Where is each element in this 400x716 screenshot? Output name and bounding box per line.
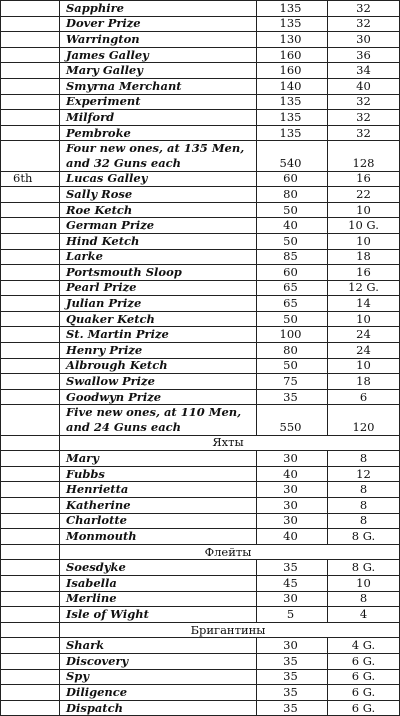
men-count-cell: 5 xyxy=(257,607,328,623)
rank-cell xyxy=(1,78,60,94)
guns-count-cell: 10 G. xyxy=(328,218,400,234)
section-title: Яхты xyxy=(60,435,400,451)
ship-row xyxy=(1,498,400,514)
men-count-cell: 35 xyxy=(257,389,328,405)
ship-name-cell: Henrietta xyxy=(60,482,257,498)
ship-row xyxy=(1,47,400,63)
rank-cell xyxy=(1,544,60,560)
men-count-cell: 50 xyxy=(257,202,328,218)
ship-name-cell: Dispatch xyxy=(60,700,257,716)
ship-name-cell: Monmouth xyxy=(60,529,257,545)
ship-row xyxy=(1,560,400,576)
ship-row xyxy=(1,249,400,265)
guns-count-cell: 10 xyxy=(328,233,400,249)
men-count-cell: 40 xyxy=(257,529,328,545)
ship-row xyxy=(1,374,400,390)
rank-cell xyxy=(1,327,60,343)
rank-cell xyxy=(1,591,60,607)
ship-row xyxy=(1,358,400,374)
ship-list-body xyxy=(1,1,400,716)
men-count-cell: 140 xyxy=(257,78,328,94)
men-count-cell: 80 xyxy=(257,187,328,203)
ship-name-cell: Discovery xyxy=(60,653,257,669)
rank-cell xyxy=(1,218,60,234)
ship-row xyxy=(1,265,400,281)
guns-count-cell: 32 xyxy=(328,16,400,32)
guns-count-cell: 14 xyxy=(328,296,400,312)
guns-count-cell: 4 G. xyxy=(328,638,400,654)
rank-cell xyxy=(1,202,60,218)
ship-row xyxy=(1,343,400,359)
ship-name-cell: Charlotte xyxy=(60,513,257,529)
guns-count-cell: 8 xyxy=(328,591,400,607)
rank-cell xyxy=(1,700,60,716)
ship-row xyxy=(1,233,400,249)
guns-count-cell: 18 xyxy=(328,249,400,265)
rank-cell xyxy=(1,451,60,467)
men-count-cell: 30 xyxy=(257,482,328,498)
guns-count-cell: 32 xyxy=(328,94,400,110)
ship-name-cell: Lucas Galley xyxy=(60,171,257,187)
guns-count-cell: 12 xyxy=(328,466,400,482)
ship-name-cell: Soesdyke xyxy=(60,560,257,576)
ship-name-cell: Sally Rose xyxy=(60,187,257,203)
ship-row xyxy=(1,311,400,327)
ship-name-cell: Hind Ketch xyxy=(60,233,257,249)
rank-cell xyxy=(1,16,60,32)
ship-name-cell: Experiment xyxy=(60,94,257,110)
ship-name-cell: Albrough Ketch xyxy=(60,358,257,374)
rank-cell xyxy=(1,296,60,312)
ship-name-cell: Four new ones, at 135 Men, and 32 Guns each xyxy=(60,141,257,171)
section-title: Бригантины xyxy=(60,622,400,638)
rank-cell xyxy=(1,63,60,79)
rank-cell xyxy=(1,1,60,17)
ship-row xyxy=(1,296,400,312)
ship-name-cell: Pembroke xyxy=(60,125,257,141)
ship-row xyxy=(1,171,400,187)
rank-cell xyxy=(1,435,60,451)
ship-row xyxy=(1,685,400,701)
men-count-cell: 35 xyxy=(257,685,328,701)
section-header-row xyxy=(1,435,400,451)
rank-cell xyxy=(1,125,60,141)
ship-row xyxy=(1,700,400,716)
men-count-cell: 30 xyxy=(257,498,328,514)
rank-cell xyxy=(1,669,60,685)
guns-count-cell: 6 G. xyxy=(328,653,400,669)
ship-row xyxy=(1,327,400,343)
ship-name-cell: Quaker Ketch xyxy=(60,311,257,327)
rank-cell xyxy=(1,233,60,249)
men-count-cell: 135 xyxy=(257,94,328,110)
guns-count-cell: 30 xyxy=(328,32,400,48)
rank-cell xyxy=(1,374,60,390)
ship-row xyxy=(1,218,400,234)
ship-name-cell: German Prize xyxy=(60,218,257,234)
guns-count-cell: 6 G. xyxy=(328,669,400,685)
men-count-cell: 160 xyxy=(257,63,328,79)
rank-cell xyxy=(1,249,60,265)
men-count-cell: 75 xyxy=(257,374,328,390)
ship-name-cell: Shark xyxy=(60,638,257,654)
ship-name-cell: Merline xyxy=(60,591,257,607)
ship-name-cell: Dover Prize xyxy=(60,16,257,32)
rank-cell xyxy=(1,32,60,48)
ship-name-cell: Roe Ketch xyxy=(60,202,257,218)
ship-row xyxy=(1,32,400,48)
guns-count-cell: 24 xyxy=(328,343,400,359)
ship-row xyxy=(1,482,400,498)
men-count-cell: 540 xyxy=(257,141,328,171)
ship-name-cell: Larke xyxy=(60,249,257,265)
men-count-cell: 135 xyxy=(257,1,328,17)
men-count-cell: 30 xyxy=(257,591,328,607)
ship-name-cell: Milford xyxy=(60,110,257,126)
ship-name-cell: Smyrna Merchant xyxy=(60,78,257,94)
rank-cell xyxy=(1,343,60,359)
ship-name-cell: Diligence xyxy=(60,685,257,701)
rank-cell xyxy=(1,110,60,126)
ship-row xyxy=(1,16,400,32)
guns-count-cell: 32 xyxy=(328,125,400,141)
men-count-cell: 135 xyxy=(257,125,328,141)
ship-name-cell: James Galley xyxy=(60,47,257,63)
guns-count-cell: 10 xyxy=(328,575,400,591)
guns-count-cell: 32 xyxy=(328,1,400,17)
rank-cell xyxy=(1,466,60,482)
ship-name-cell: Swallow Prize xyxy=(60,374,257,390)
rank-cell: 6th xyxy=(1,171,60,187)
ship-name-cell: Fubbs xyxy=(60,466,257,482)
ship-name-cell: Isabella xyxy=(60,575,257,591)
ship-row xyxy=(1,94,400,110)
rank-cell xyxy=(1,622,60,638)
guns-count-cell: 18 xyxy=(328,374,400,390)
ship-row xyxy=(1,575,400,591)
ship-name-cell: Portsmouth Sloop xyxy=(60,265,257,281)
ship-name-cell: Five new ones, at 110 Men, and 24 Guns each xyxy=(60,405,257,435)
guns-count-cell: 22 xyxy=(328,187,400,203)
ship-row xyxy=(1,125,400,141)
rank-cell xyxy=(1,638,60,654)
ship-name-cell: Mary xyxy=(60,451,257,467)
rank-cell xyxy=(1,389,60,405)
guns-count-cell: 6 xyxy=(328,389,400,405)
men-count-cell: 65 xyxy=(257,296,328,312)
guns-count-cell: 16 xyxy=(328,171,400,187)
guns-count-cell: 32 xyxy=(328,110,400,126)
ship-name-cell: Spy xyxy=(60,669,257,685)
men-count-cell: 160 xyxy=(257,47,328,63)
men-count-cell: 130 xyxy=(257,32,328,48)
guns-count-cell: 8 xyxy=(328,498,400,514)
guns-count-cell: 16 xyxy=(328,265,400,281)
guns-count-cell: 128 xyxy=(328,141,400,171)
men-count-cell: 35 xyxy=(257,653,328,669)
rank-cell xyxy=(1,187,60,203)
rank-cell xyxy=(1,265,60,281)
ship-name-cell: Mary Galley xyxy=(60,63,257,79)
men-count-cell: 135 xyxy=(257,110,328,126)
guns-count-cell: 10 xyxy=(328,358,400,374)
guns-count-cell: 4 xyxy=(328,607,400,623)
rank-cell xyxy=(1,560,60,576)
ship-name-cell: Isle of Wight xyxy=(60,607,257,623)
men-count-cell: 35 xyxy=(257,669,328,685)
guns-count-cell: 6 G. xyxy=(328,700,400,716)
ship-row xyxy=(1,451,400,467)
rank-cell xyxy=(1,311,60,327)
men-count-cell: 85 xyxy=(257,249,328,265)
ship-name-cell: Julian Prize xyxy=(60,296,257,312)
ship-name-cell: Warrington xyxy=(60,32,257,48)
men-count-cell: 30 xyxy=(257,638,328,654)
ship-name-cell: St. Martin Prize xyxy=(60,327,257,343)
ship-name-cell: Pearl Prize xyxy=(60,280,257,296)
ship-row xyxy=(1,202,400,218)
men-count-cell: 135 xyxy=(257,16,328,32)
ship-name-cell: Goodwyn Prize xyxy=(60,389,257,405)
ship-row xyxy=(1,591,400,607)
ship-row xyxy=(1,653,400,669)
guns-count-cell: 8 G. xyxy=(328,529,400,545)
ship-name-cell: Henry Prize xyxy=(60,343,257,359)
rank-cell xyxy=(1,607,60,623)
ship-name-cell: Katherine xyxy=(60,498,257,514)
guns-count-cell: 12 G. xyxy=(328,280,400,296)
guns-count-cell: 8 xyxy=(328,513,400,529)
men-count-cell: 45 xyxy=(257,575,328,591)
men-count-cell: 80 xyxy=(257,343,328,359)
men-count-cell: 50 xyxy=(257,233,328,249)
summary-row xyxy=(1,141,400,171)
men-count-cell: 35 xyxy=(257,560,328,576)
ship-row xyxy=(1,466,400,482)
rank-cell xyxy=(1,94,60,110)
men-count-cell: 60 xyxy=(257,265,328,281)
rank-cell xyxy=(1,482,60,498)
rank-cell xyxy=(1,685,60,701)
ship-name-cell: Sapphire xyxy=(60,1,257,17)
ship-row xyxy=(1,63,400,79)
rank-cell xyxy=(1,280,60,296)
guns-count-cell: 6 G. xyxy=(328,685,400,701)
rank-cell xyxy=(1,405,60,435)
guns-count-cell: 40 xyxy=(328,78,400,94)
men-count-cell: 100 xyxy=(257,327,328,343)
men-count-cell: 50 xyxy=(257,311,328,327)
ship-row xyxy=(1,280,400,296)
men-count-cell: 30 xyxy=(257,513,328,529)
rank-cell xyxy=(1,513,60,529)
men-count-cell: 40 xyxy=(257,218,328,234)
ship-row xyxy=(1,513,400,529)
ship-row xyxy=(1,389,400,405)
rank-cell xyxy=(1,575,60,591)
summary-row xyxy=(1,405,400,435)
men-count-cell: 50 xyxy=(257,358,328,374)
ship-row xyxy=(1,607,400,623)
section-title: Флейты xyxy=(60,544,400,560)
ship-row xyxy=(1,78,400,94)
guns-count-cell: 8 G. xyxy=(328,560,400,576)
section-header-row xyxy=(1,622,400,638)
guns-count-cell: 10 xyxy=(328,202,400,218)
rank-cell xyxy=(1,141,60,171)
rank-cell xyxy=(1,529,60,545)
rank-cell xyxy=(1,358,60,374)
men-count-cell: 65 xyxy=(257,280,328,296)
men-count-cell: 550 xyxy=(257,405,328,435)
ship-row xyxy=(1,187,400,203)
men-count-cell: 40 xyxy=(257,466,328,482)
guns-count-cell: 120 xyxy=(328,405,400,435)
men-count-cell: 60 xyxy=(257,171,328,187)
men-count-cell: 30 xyxy=(257,451,328,467)
guns-count-cell: 34 xyxy=(328,63,400,79)
guns-count-cell: 8 xyxy=(328,451,400,467)
ship-row xyxy=(1,669,400,685)
guns-count-cell: 10 xyxy=(328,311,400,327)
guns-count-cell: 24 xyxy=(328,327,400,343)
section-header-row xyxy=(1,544,400,560)
ship-row xyxy=(1,529,400,545)
ship-row xyxy=(1,638,400,654)
guns-count-cell: 36 xyxy=(328,47,400,63)
ship-row xyxy=(1,1,400,17)
rank-cell xyxy=(1,47,60,63)
ship-row xyxy=(1,110,400,126)
men-count-cell: 35 xyxy=(257,700,328,716)
guns-count-cell: 8 xyxy=(328,482,400,498)
rank-cell xyxy=(1,653,60,669)
rank-cell xyxy=(1,498,60,514)
